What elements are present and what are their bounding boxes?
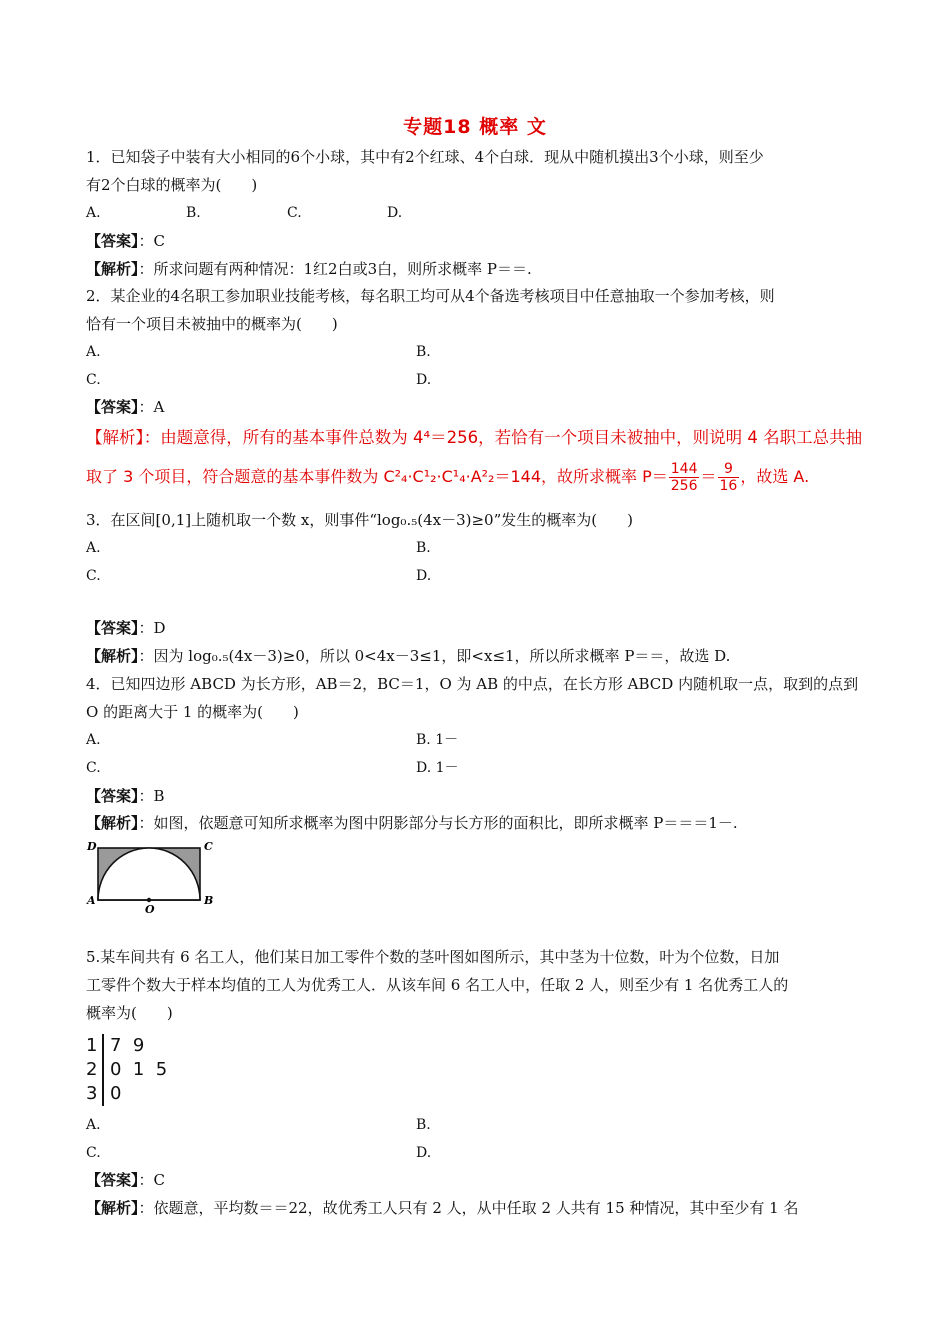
- q5-answer: [86, 1170, 165, 1190]
- frac1-numerator: 144: [670, 461, 698, 477]
- q3-analysis-text: ：因为 log₀.₅(4x－3)≥0，所以 0<4x－3≤1，即<x≤1，所以所求概率 P＝＝，故选 D.: [138, 647, 731, 665]
- q1-option-d: D.: [387, 205, 403, 221]
- leaves: 7 9: [110, 1035, 145, 1056]
- q4-answer: [86, 786, 165, 806]
- q4-stem-line2: O 的距离大于 1 的概率为( ): [86, 703, 299, 721]
- q1-option-b: B.: [186, 205, 201, 221]
- q2-analysis-line2-pre: 取了 3 个项目，符合题意的基本事件数为 C²₄·C¹₂·C¹₄·A²₂＝144，故所求概率 P＝: [86, 467, 668, 486]
- q5-answer-value: ：C: [138, 1171, 165, 1189]
- label-a: A: [87, 894, 96, 907]
- q5-option-d: D.: [416, 1145, 432, 1161]
- stem-divider: [102, 1082, 104, 1106]
- answer-label: 【答案】: [86, 398, 139, 416]
- label-o: O: [145, 903, 155, 916]
- analysis-label: 【解析】: [86, 260, 139, 278]
- stem: 3: [86, 1083, 98, 1104]
- stem: 1: [86, 1035, 98, 1056]
- q2-answer-value: ：A: [138, 398, 165, 416]
- stem-divider: [102, 1034, 104, 1058]
- q4-option-a: A.: [86, 732, 101, 748]
- frac2-numerator: 9: [718, 461, 740, 478]
- q5-stem-line1: 5.某车间共有 6 名工人，他们某日加工零件个数的茎叶图如图所示，其中茎为十位数，叶为个位数，日加: [86, 948, 780, 966]
- q3-option-a: A.: [86, 540, 101, 556]
- answer-label: 【答案】: [86, 1171, 139, 1189]
- frac2-denominator: 16: [719, 478, 738, 494]
- q4-option-b: B. 1－: [416, 732, 459, 748]
- q2-equals: ＝: [700, 467, 717, 486]
- label-c: C: [204, 840, 213, 853]
- q3-stem-line1: 3．在区间[0,1]上随机取一个数 x，则事件“log₀.₅(4x－3)≥0”发生的概率为( ): [86, 511, 633, 529]
- analysis-label: 【解析】: [86, 647, 139, 665]
- q1-stem-line2: 有2个白球的概率为( ): [86, 176, 258, 194]
- q2-fraction-144-256: [669, 461, 700, 494]
- stem-leaf-row: [86, 1034, 167, 1058]
- q2-analysis-line2: [86, 460, 809, 494]
- q4-answer-value: ：B: [138, 787, 165, 805]
- q1-analysis-text: ：所求问题有两种情况：1红2白或3白，则所求概率 P＝＝.: [138, 260, 532, 278]
- q3-option-b: B.: [416, 540, 431, 556]
- q3-answer-value: ：D: [138, 619, 166, 637]
- stem: 2: [86, 1059, 98, 1080]
- q2-option-c: C.: [86, 372, 101, 388]
- stem-leaf-row: [86, 1058, 167, 1082]
- q1-option-c: C.: [287, 205, 302, 221]
- q2-fraction-9-16: [718, 461, 740, 494]
- q1-answer: [86, 231, 165, 251]
- leaves: 0 1 5: [110, 1059, 168, 1080]
- q2-stem-line2: 恰有一个项目未被抽中的概率为( ): [86, 315, 338, 333]
- q4-option-c: C.: [86, 760, 101, 776]
- q3-option-d: D.: [416, 568, 432, 584]
- q3-option-c: C.: [86, 568, 101, 584]
- frac1-denominator: 256: [670, 478, 698, 494]
- q2-option-d: D.: [416, 372, 432, 388]
- stem-divider: [102, 1058, 104, 1082]
- stem-leaf-plot: [86, 1034, 167, 1106]
- q5-option-a: A.: [86, 1117, 101, 1133]
- q2-analysis-line2-post: ，故选 A.: [740, 467, 810, 486]
- q5-stem-line2: 工零件个数大于样本均值的工人为优秀工人．从该车间 6 名工人中，任取 2 人，则至少有 1 名优秀工人的: [86, 976, 789, 994]
- page-title: 专题18 概率 文: [403, 116, 547, 138]
- answer-label: 【答案】: [86, 787, 139, 805]
- q2-option-b: B.: [416, 344, 431, 360]
- q4-analysis: [86, 813, 738, 833]
- answer-label: 【答案】: [86, 619, 139, 637]
- q2-answer: [86, 397, 164, 417]
- q2-stem-line1: 2．某企业的4名职工参加职业技能考核，每名职工均可从4个备选考核项目中任意抽取一个参加考核，则: [86, 287, 775, 305]
- label-b: B: [204, 894, 214, 907]
- q3-analysis: [86, 646, 730, 666]
- q4-analysis-text: ：如图，依题意可知所求概率为图中阴影部分与长方形的面积比，即所求概率 P＝＝＝1－.: [138, 814, 738, 832]
- q4-option-d: D. 1－: [416, 760, 459, 776]
- q5-option-b: B.: [416, 1117, 431, 1133]
- q5-analysis: [86, 1198, 798, 1218]
- q4-stem-line1: 4．已知四边形 ABCD 为长方形，AB＝2，BC＝1，O 为 AB 的中点，在长方形 ABCD 内随机取一点，取到的点到: [86, 675, 859, 693]
- q4-figure: [84, 836, 218, 916]
- q5-option-c: C.: [86, 1145, 101, 1161]
- leaves: 0: [110, 1083, 122, 1104]
- q5-stem-line3: 概率为( ): [86, 1004, 173, 1022]
- q2-option-a: A.: [86, 344, 101, 360]
- answer-label: 【答案】: [86, 232, 139, 250]
- q1-analysis: [86, 259, 532, 279]
- label-d: D: [87, 840, 97, 853]
- q1-answer-value: ：C: [138, 232, 165, 250]
- q2-analysis-line1: 【解析】：由题意得，所有的基本事件总数为 4⁴＝256，若恰有一个项目未被抽中，则说明 4 名职工总共抽: [86, 428, 863, 447]
- q5-analysis-text: ：依题意，平均数＝＝22，故优秀工人只有 2 人，从中任取 2 人共有 15 种情况，其中至少有 1 名: [138, 1199, 799, 1217]
- q1-option-a: A.: [86, 205, 101, 221]
- q1-stem-line1: 1．已知袋子中装有大小相同的6个小球，其中有2个红球、4个白球．现从中随机摸出3个小球，则至少: [86, 148, 764, 166]
- point-o: [147, 898, 151, 902]
- analysis-label: 【解析】: [86, 1199, 139, 1217]
- q3-answer: [86, 618, 166, 638]
- analysis-label: 【解析】: [86, 814, 139, 832]
- stem-leaf-row: [86, 1082, 167, 1106]
